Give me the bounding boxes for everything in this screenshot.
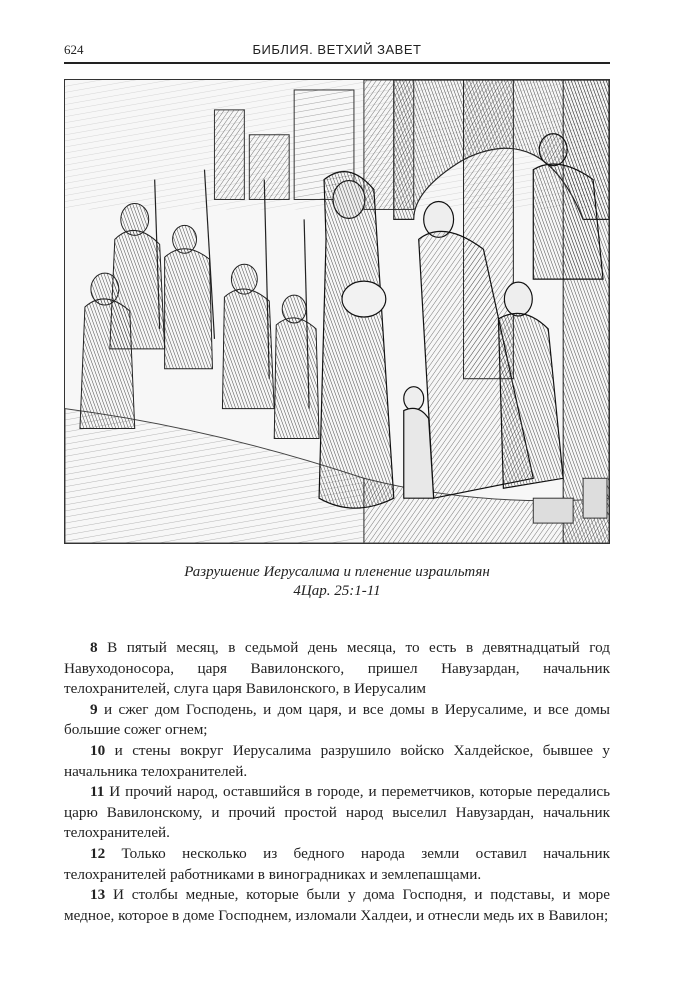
verse-number: 8	[90, 639, 98, 656]
verse-number: 9	[90, 700, 98, 718]
verse-number: 11	[90, 783, 105, 801]
engraving-illustration	[64, 79, 610, 544]
verse-text: и стены вокруг Иерусалима разрушило войско Халдейское, бывшее у начальника телохранителей.	[64, 741, 610, 780]
verse-text: И столбы медные, которые были у дома Господня, и подставы, и море медное, которое в доме Господнем, изломали Халдеи, и отнесли медь их в Вавилон;	[64, 886, 610, 924]
verses-block	[64, 638, 610, 926]
verse	[64, 885, 610, 926]
illustration-caption	[64, 563, 610, 601]
verse-text: Только несколько из бедного народа земли оставил начальник телохранителей работниками в виноградниках и землепашцами.	[64, 844, 610, 883]
page-number: 624	[64, 42, 84, 57]
verse-number: 10	[90, 741, 106, 759]
verse-text: И прочий народ, оставшийся в городе, и переметчиков, которые передались царю Вавилонскому, и прочий простой народ выселил Навузардан, начальник телохранителей.	[64, 783, 611, 842]
verse-text: и сжег дом Господень, и дом царя, и все домы в Иерусалиме, и все домы большие сожег огнем;	[64, 700, 611, 739]
verse-number: 13	[90, 886, 106, 904]
verse	[64, 741, 610, 782]
caption-title: Разрушение Иерусалима и пленение израильтян	[184, 564, 490, 580]
caption-reference: 4Цар. 25:1-11	[293, 583, 381, 599]
verse-number: 12	[90, 844, 106, 862]
verse	[64, 844, 610, 885]
verse	[64, 638, 610, 700]
verse	[64, 782, 610, 844]
running-title: БИБЛИЯ. ВЕТХИЙ ЗАВЕТ	[252, 42, 422, 57]
verse-text: В пятый месяц, в седьмой день месяца, то есть в девятнадцатый год Навуходоносора, царя Вавилонского, пришел Навузардан, начальник телохранителей, слуга царя Вавилонского, в Иерусалим	[64, 639, 611, 698]
verse	[64, 700, 610, 741]
page-header	[64, 40, 610, 64]
engraving-icon	[65, 80, 609, 543]
